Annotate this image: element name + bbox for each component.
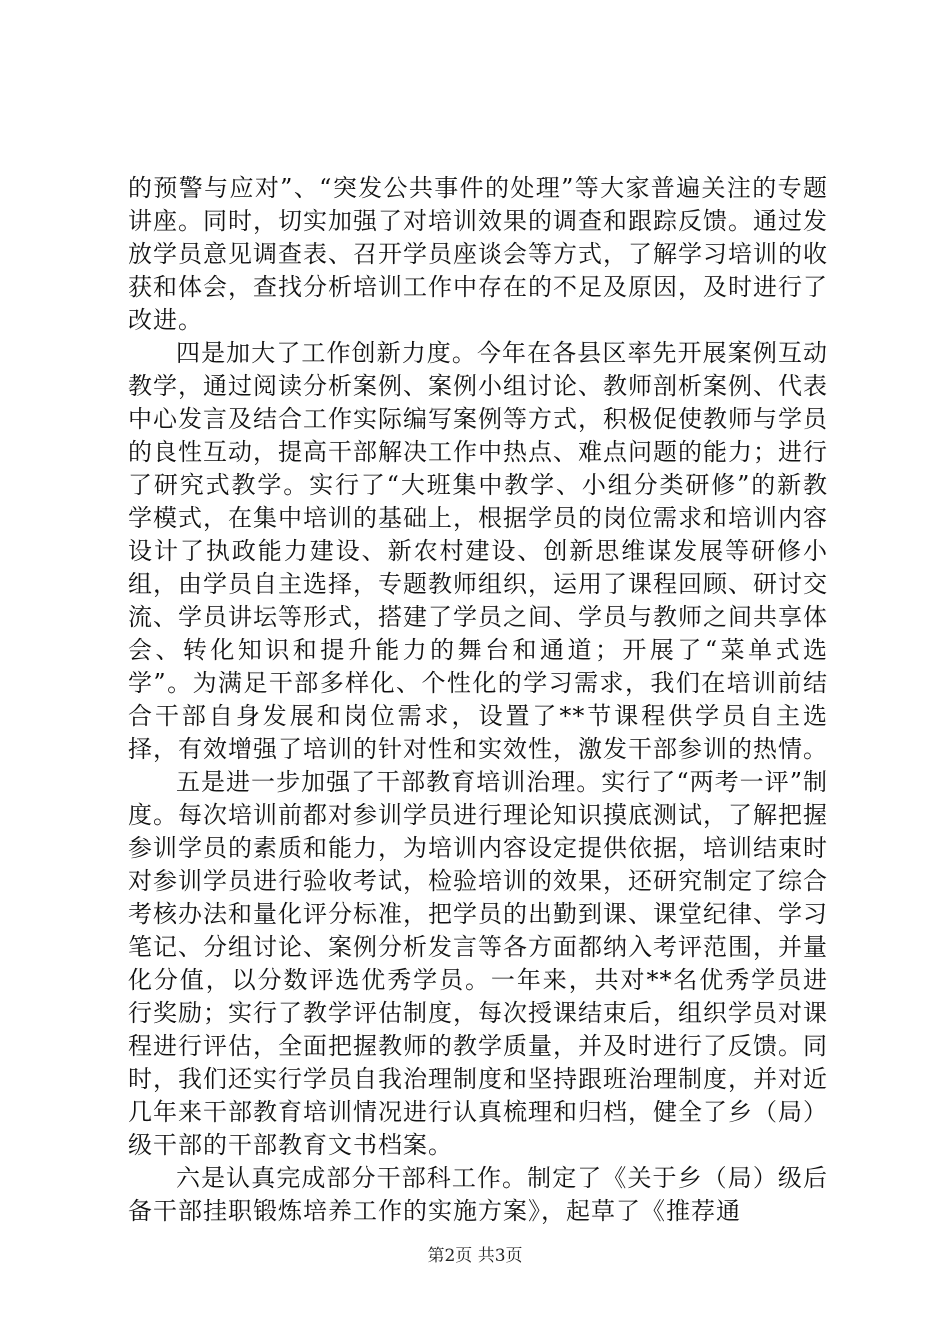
paragraph-four: 四是加大了工作创新力度。今年在各县区率先开展案例互动教学，通过阅读分析案例、案例小组讨论、教师剖析案例、代表中心发言及结合工作实际编写案例等方式，积极促使教师与学员的良性互动，提高干部解决工作中热点、难点问题的能力；进行了研究式教学。实行了“大班集中教学、小组分类研修”的新教学模式，在集中培训的基础上，根据学员的岗位需求和培训内容设计了执政能力建设、新农村建设、创新思维谋发展等研修小组，由学员自主选择，专题教师组织，运用了课程回顾、研讨交流、学员讲坛等形式，搭建了学员之间、学员与教师之间共享体会、转化知识和提升能力的舞台和通道；开展了“菜单式选学”。为满足干部多样化、个性化的学习需求，我们在培训前结合干部自身发展和岗位需求，设置了**节课程供学员自主选择，有效增强了培训的针对性和实效性，激发干部参训的热情。: [128, 339, 828, 763]
paragraph-five: 五是进一步加强了干部教育培训治理。实行了“两考一评”制度。每次培训前都对参训学员进行理论知识摸底测试，了解把握参训学员的素质和能力，为培训内容设定提供依据，培训结束时对参训学员进行验收考试，检验培训的效果，还研究制定了综合考核办法和量化评分标准，把学员的出勤到课、课堂纪律、学习笔记、分组讨论、案例分析发言等各方面都纳入考评范围，并量化分值，以分数评选优秀学员。一年来，共对**名优秀学员进行奖励；实行了教学评估制度，每次授课结束后，组织学员对课程进行评估，全面把握教师的教学质量，并及时进行了反馈。同时，我们还实行学员自我治理制度和坚持跟班治理制度，并对近几年来干部教育培训情况进行认真梳理和归档，健全了乡（局）级干部的干部教育文书档案。: [128, 768, 828, 1159]
document-body: [128, 172, 828, 1228]
paragraph-six: 六是认真完成部分干部科工作。制定了《关于乡（局）级后备干部挂职锻炼培养工作的实施方案》，起草了《推荐通: [128, 1164, 828, 1225]
page-footer: 第2页 共3页: [427, 1246, 523, 1266]
paragraph-continuation: 的预警与应对”、“突发公共事件的处理”等大家普遍关注的专题讲座。同时，切实加强了对培训效果的调查和跟踪反馈。通过发放学员意见调查表、召开学员座谈会等方式，了解学习培训的收获和体会，查找分析培训工作中存在的不足及原因，及时进行了改进。: [128, 174, 828, 334]
